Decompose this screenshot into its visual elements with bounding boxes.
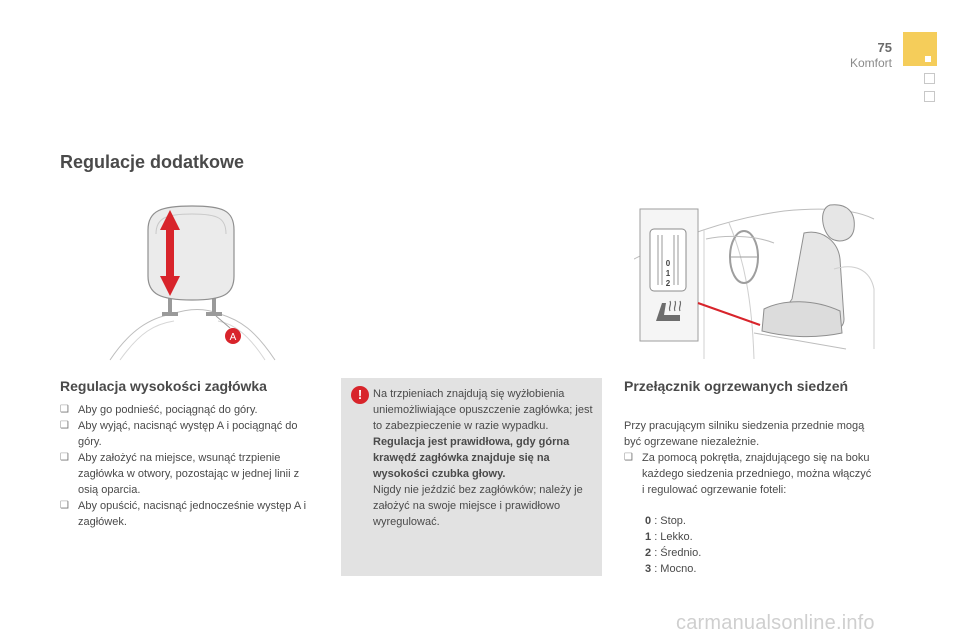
warning-paragraph-bold: Regulacja jest prawidłowa, gdy górna krawędź zagłówka znajduje się na wysokości czubka głowy. <box>373 436 570 480</box>
heating-level: 3 : Mocno. <box>645 563 697 575</box>
warning-paragraph-1: Na trzpieniach znajdują się wyżłobienia uniemożliwiające opuszczenie zagłówka; jest to zabezpieczenie w razie wypadku. <box>373 388 593 432</box>
car-seat-illustration <box>634 199 882 361</box>
heating-level: 1 : Lekko. <box>645 531 693 543</box>
chapter-label: Komfort <box>849 56 892 70</box>
list-item: ❑ Aby go podnieść, pociągnąć do góry. <box>60 404 258 416</box>
page-number: 75 <box>877 40 892 55</box>
dial-label-0: 0 <box>665 259 671 268</box>
heating-levels <box>645 513 701 577</box>
list-item: ❑ Aby założyć na miejsce, wsunąć trzpienie zagłówka w otwory, pozostając w jednej linii z osią oparcia. <box>60 452 300 496</box>
bullet-icon: ❑ <box>60 452 69 463</box>
warning-paragraph-3: Nigdy nie jeździć bez zagłówków; należy je założyć na swoje miejsce i prawidłowo wyregulować. <box>373 484 583 528</box>
list-item: ❑ Za pomocą pokrętła, znajdującego się na boku każdego siedzenia przedniego, można włączyć i regulować ogrzewanie foteli: <box>624 452 872 496</box>
label-a-marker: A <box>229 332 237 343</box>
headrest-illustration <box>100 200 285 362</box>
headrest-section-title: Regulacja wysokości zagłówka <box>60 378 267 394</box>
list-item: ❑ Aby wyjąć, nacisnąć występ A i pociągnąć do góry. <box>60 420 298 448</box>
bullet-icon: ❑ <box>624 452 633 463</box>
bullet-icon: ❑ <box>60 404 69 415</box>
tab-dot <box>925 56 931 62</box>
dial-label-1: 1 <box>665 269 671 278</box>
heating-level: 2 : Średnio. <box>645 547 702 559</box>
chapter-tab-active[interactable] <box>903 32 937 66</box>
heating-level: 0 : Stop. <box>645 515 686 527</box>
heating-instructions <box>624 450 874 498</box>
heating-intro: Przy pracującym silniku siedzenia przednie mogą być ogrzewane niezależnie. <box>624 420 865 448</box>
warning-text <box>373 386 595 530</box>
page-title: Regulacje dodatkowe <box>60 152 245 172</box>
bullet-icon: ❑ <box>60 500 69 511</box>
heating-section-title: Przełącznik ogrzewanych siedzeń <box>624 378 849 394</box>
warning-icon <box>351 386 369 404</box>
list-item: ❑ Aby opuścić, nacisnąć jednocześnie występ A i zagłówek. <box>60 500 307 528</box>
bullet-icon: ❑ <box>60 420 69 431</box>
headrest-instructions <box>60 402 320 530</box>
chapter-tab-3[interactable] <box>924 91 935 102</box>
chapter-tab-2[interactable] <box>924 73 935 84</box>
dial-label-2: 2 <box>665 279 671 288</box>
watermark: carmanualsonline.info <box>676 612 875 634</box>
